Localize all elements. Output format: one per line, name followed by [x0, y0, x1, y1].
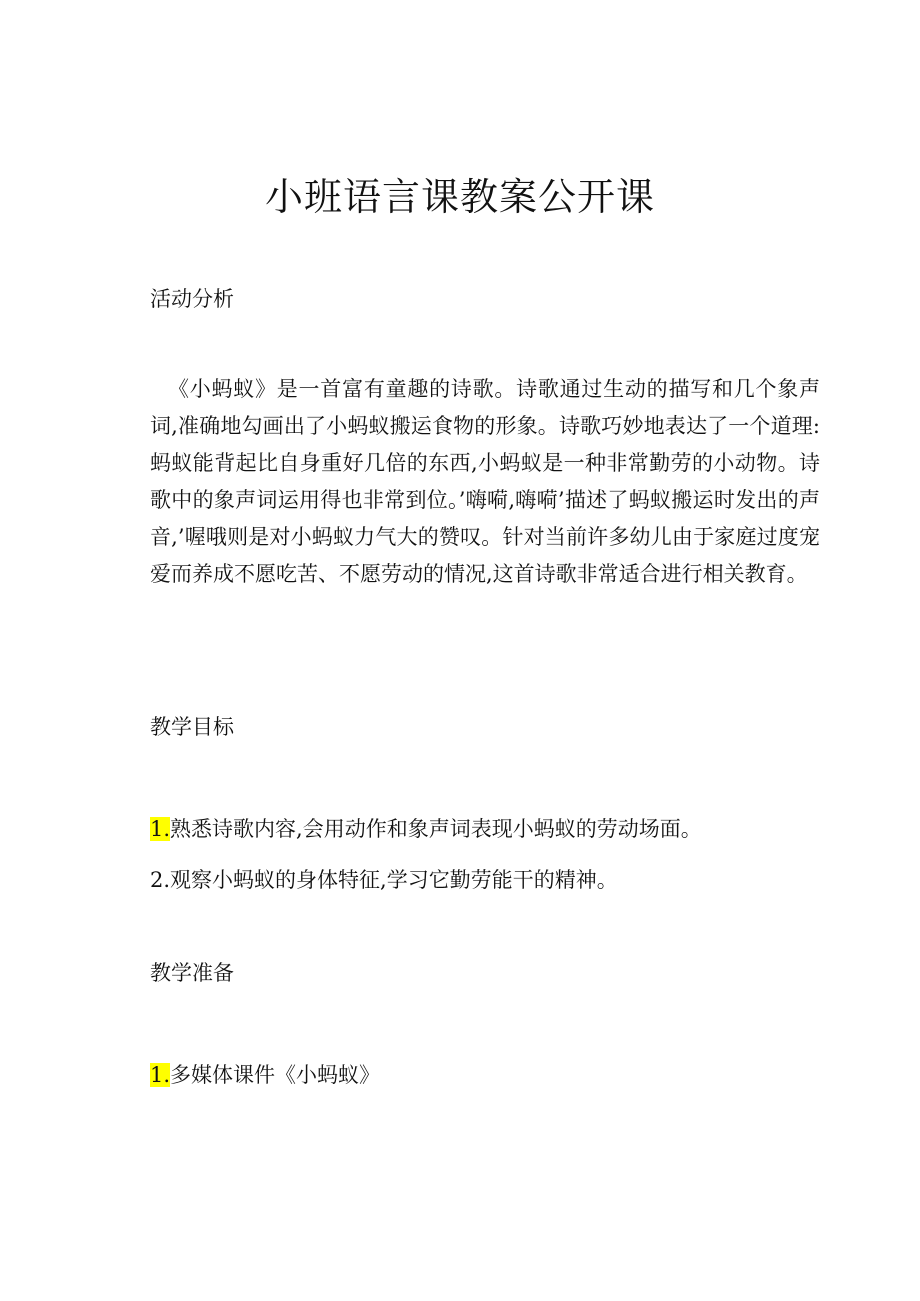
activity-analysis-paragraph: 《小蚂蚁》是一首富有童趣的诗歌。诗歌通过生动的描写和几个象声词,准确地勾画出了小蚂蚁搬运食物的形象。诗歌巧妙地表达了一个道理:蚂蚁能背起比自身重好几倍的东西,小蚂蚁是一种非常勤劳的小动物。诗歌中的象声词运用得也非常到位。’嗨嗬,嗨嗬’描述了蚂蚁搬运时发出的声音,’喔哦则是对小蚂蚁力气大的赞叹。针对当前许多幼儿由于家庭过度宠爱而养成不愿吃苦、不愿劳动的情况,这首诗歌非常适合进行相关教育。: [150, 377, 820, 586]
document-title: 小班语言课教案公开课: [264, 175, 655, 219]
section-heading-teaching-preparation: 教学准备: [150, 961, 234, 985]
item-number-highlight: 1.: [150, 1063, 171, 1087]
section-heading-teaching-goals: 教学目标: [150, 715, 234, 739]
item-number-highlight: 1.: [150, 817, 171, 841]
goal-item-2-text: 观察小蚂蚁的身体特征,学习它勤劳能干的精神。: [170, 868, 618, 892]
goal-item-1-text: 熟悉诗歌内容,会用动作和象声词表现小蚂蚁的劳动场面。: [170, 817, 702, 841]
goal-item-1: [150, 814, 702, 844]
preparation-item-1: [150, 1060, 380, 1090]
preparation-item-1-text: 多媒体课件《小蚂蚁》: [170, 1063, 381, 1087]
section-heading-activity-analysis: 活动分析: [150, 287, 234, 311]
item-number: 2.: [150, 868, 171, 892]
goal-item-2: [150, 865, 618, 895]
